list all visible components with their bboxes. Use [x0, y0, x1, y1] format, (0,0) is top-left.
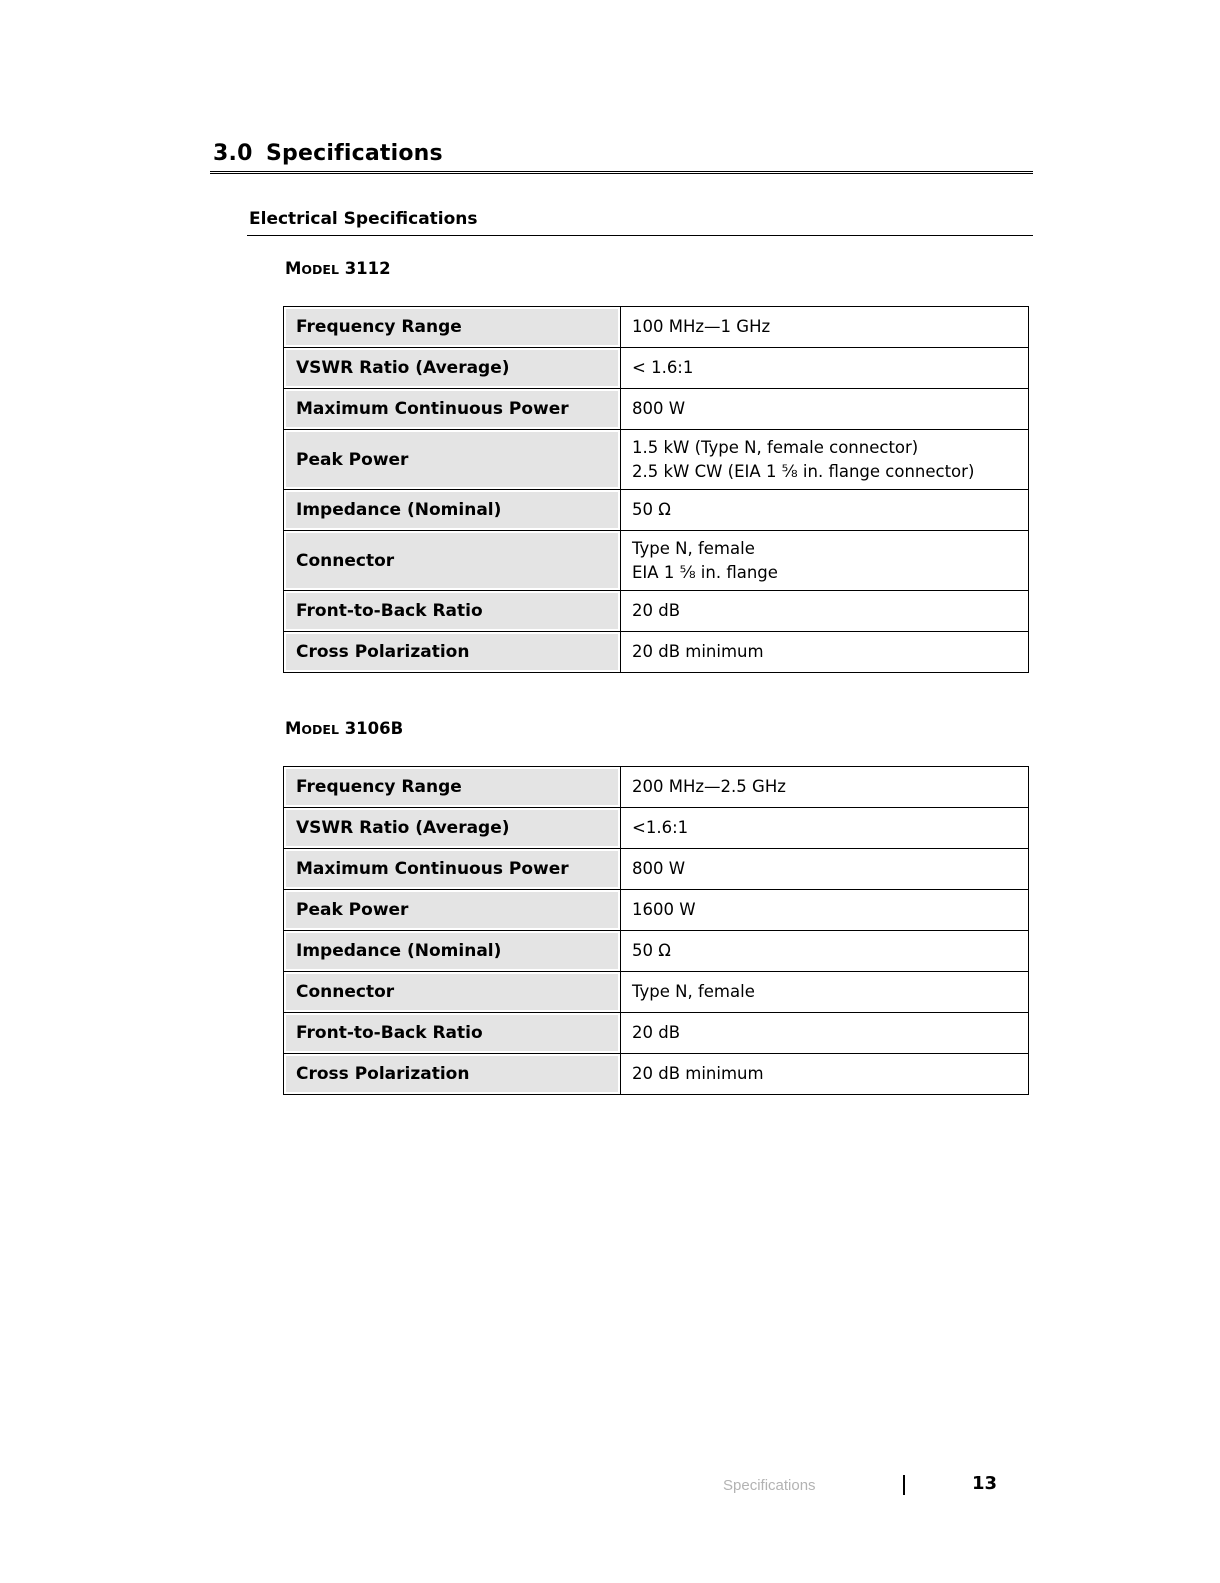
row-value: 50 Ω	[621, 931, 1029, 972]
model-prefix-rest: ODEL	[301, 262, 339, 277]
table-row	[284, 348, 1029, 389]
row-value: <1.6:1	[621, 808, 1029, 849]
table-row	[284, 1054, 1029, 1095]
row-label: Connector	[296, 550, 395, 571]
subsection-rule	[247, 235, 1033, 236]
row-value: 800 W	[621, 849, 1029, 890]
section-number: 3.0	[213, 141, 253, 166]
row-label: VSWR Ratio (Average)	[296, 358, 510, 378]
row-value	[621, 430, 1029, 490]
page-number: 13	[972, 1473, 998, 1494]
table-row	[284, 972, 1029, 1013]
model-heading-3112	[285, 259, 391, 278]
table-row	[284, 632, 1029, 673]
row-label: Peak Power	[296, 449, 409, 470]
subsection-title: Electrical Specifications	[249, 209, 478, 229]
table-row	[284, 591, 1029, 632]
row-label: VSWR Ratio (Average)	[296, 818, 510, 838]
row-value: 1600 W	[621, 890, 1029, 931]
row-value: 20 dB minimum	[621, 1054, 1029, 1095]
row-label: Frequency Range	[296, 777, 462, 797]
row-label: Maximum Continuous Power	[296, 859, 569, 879]
footer-divider	[903, 1475, 905, 1495]
section-title-text: Specifications	[266, 141, 443, 166]
row-label: Peak Power	[296, 900, 409, 920]
table-row	[284, 767, 1029, 808]
row-value-line: Type N, female	[632, 538, 755, 558]
footer-section-label: Specifications	[723, 1477, 816, 1494]
row-value: < 1.6:1	[621, 348, 1029, 389]
row-value: 200 MHz—2.5 GHz	[621, 767, 1029, 808]
model-prefix-cap: M	[285, 719, 302, 738]
row-value: 50 Ω	[621, 490, 1029, 531]
table-row	[284, 808, 1029, 849]
section-rule	[210, 171, 1033, 174]
model-number: 3106B	[344, 719, 404, 738]
table-row	[284, 430, 1029, 490]
table-row	[284, 931, 1029, 972]
row-value	[621, 531, 1029, 591]
row-value: 20 dB	[621, 591, 1029, 632]
table-row	[284, 490, 1029, 531]
row-value: 800 W	[621, 389, 1029, 430]
section-title	[213, 141, 443, 166]
row-value: 100 MHz—1 GHz	[621, 307, 1029, 348]
row-value-line: EIA 1 ⅝ in. flange	[632, 562, 778, 582]
table-row	[284, 849, 1029, 890]
row-label: Frequency Range	[296, 317, 462, 337]
spec-table-3106b	[283, 766, 1029, 1095]
row-label: Connector	[296, 982, 395, 1002]
row-value: 20 dB	[621, 1013, 1029, 1054]
table-row	[284, 890, 1029, 931]
row-label: Cross Polarization	[296, 1064, 470, 1084]
row-label: Front-to-Back Ratio	[296, 601, 483, 621]
model-heading-3106b	[285, 719, 403, 738]
model-prefix-rest: ODEL	[301, 722, 339, 737]
row-value-line: 1.5 kW (Type N, female connector)	[632, 437, 919, 457]
row-label: Cross Polarization	[296, 642, 470, 662]
row-label: Maximum Continuous Power	[296, 399, 569, 419]
row-value: 20 dB minimum	[621, 632, 1029, 673]
row-label: Front-to-Back Ratio	[296, 1023, 483, 1043]
table-row	[284, 1013, 1029, 1054]
table-row	[284, 389, 1029, 430]
table-row	[284, 531, 1029, 591]
model-prefix-cap: M	[285, 259, 302, 278]
row-value: Type N, female	[621, 972, 1029, 1013]
row-value-line: 2.5 kW CW (EIA 1 ⅝ in. flange connector)	[632, 461, 975, 481]
row-label: Impedance (Nominal)	[296, 941, 502, 961]
model-number: 3112	[344, 259, 391, 278]
table-row	[284, 307, 1029, 348]
spec-table-3112	[283, 306, 1029, 673]
row-label: Impedance (Nominal)	[296, 500, 502, 520]
